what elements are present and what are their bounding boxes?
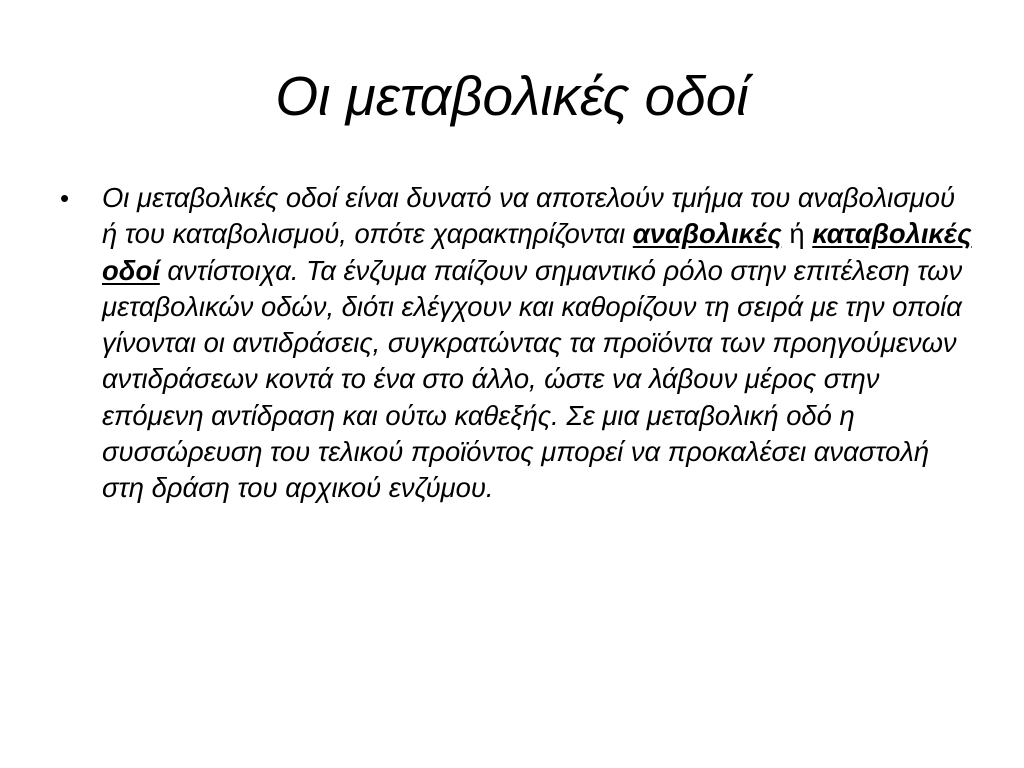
term-anabolic: αναβολικές <box>632 218 782 250</box>
slide-title: Οι μεταβολικές οδοί <box>275 65 749 127</box>
bullet-icon: • <box>60 183 70 213</box>
bullet-item <box>60 180 980 507</box>
bullet-text <box>102 180 974 507</box>
slide-body <box>60 180 980 507</box>
bullet-text-rest: αντίστοιχα. Τα ένζυμα παίζουν σημαντικό ρόλο στην επιτέλεση των μεταβολικών οδών, διότι ελέγχουν και καθορίζουν τη σειρά με την οποία γίνονται οι αντιδράσεις, συγκρατώντας τα προϊόντα των προηγούμενων αντιδράσεων κοντά το ένα στο άλλο, ώστε να λάβουν μέρος στην επόμενη αντίδραση και ούτω καθεξής. Σε μια μεταβολική οδό η συσσώρευση του τελικού προϊόντος μπορεί να προκαλέσει αναστολή στη δράση του αρχικού ενζύμου. <box>102 254 963 504</box>
bullet-text-intro: Οι μεταβολικές οδοί είναι δυνατό να αποτελούν τμήμα του αναβολισμού ή του καταβολισμού, οπότε χαρακτηρίζονται <box>102 182 956 250</box>
term-catabolic: καταβολικές οδοί <box>102 218 972 286</box>
conjunction-text: ή <box>781 218 813 250</box>
